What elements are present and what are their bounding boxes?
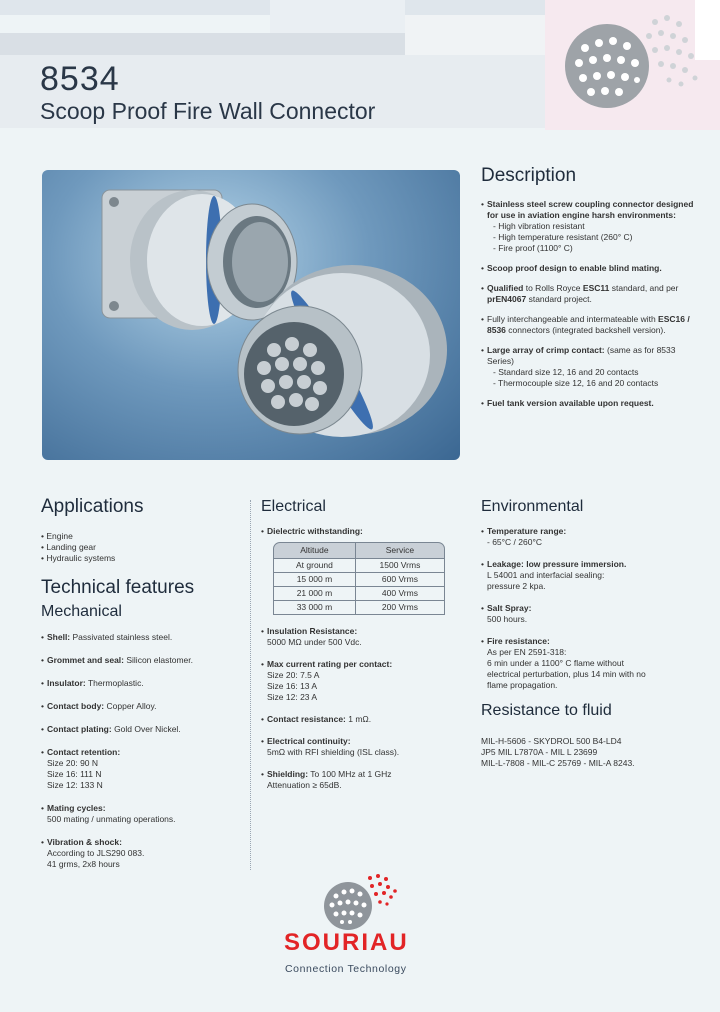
mechanical-list bbox=[41, 632, 241, 870]
technical-section bbox=[41, 577, 241, 882]
electrical-list bbox=[261, 526, 476, 791]
list-item: • Leakage: low pressure immersion. L 54001 and interfacial sealing: pressure 2 kpa. bbox=[481, 559, 696, 592]
table-row: 15 000 m 600 Vrms bbox=[273, 573, 445, 587]
description-title: Description bbox=[481, 165, 577, 186]
list-item: • Engine bbox=[41, 531, 236, 542]
environmental-title: Environmental bbox=[481, 498, 584, 515]
column-divider bbox=[250, 500, 251, 870]
table-row: 33 000 m 200 Vrms bbox=[273, 601, 445, 615]
list-item: • Temperature range: - 65°C / 260°C bbox=[481, 526, 696, 548]
list-item: • Vibration & shock: According to JLS290 083. 41 grms, 2x8 hours bbox=[41, 837, 241, 870]
product-photo bbox=[42, 170, 460, 460]
product-number: 8534 bbox=[40, 60, 120, 98]
dotted-circle-logo-icon bbox=[565, 8, 705, 128]
connector-photo-icon bbox=[42, 170, 460, 460]
list-item: • Contact resistance: 1 mΩ. bbox=[261, 714, 476, 725]
list-item: • Electrical continuity: 5mΩ with RFI shielding (ISL class). bbox=[261, 736, 476, 758]
souriau-logo-icon bbox=[320, 870, 402, 930]
list-item: • Fire resistance: As per EN 2591-318: 6 min under a 1100° C flame without electrical perturbation, plus 14 min with no flame propagation. bbox=[481, 636, 696, 691]
list-item: • Shell: Passivated stainless steel. bbox=[41, 632, 241, 643]
description-list bbox=[481, 199, 696, 409]
list-item: • Hydraulic systems bbox=[41, 553, 236, 564]
list-item: • Contact plating: Gold Over Nickel. bbox=[41, 724, 241, 735]
product-title: Scoop Proof Fire Wall Connector bbox=[40, 98, 376, 124]
list-item: • Scoop proof design to enable blind mating. bbox=[481, 263, 696, 274]
list-item: • Shielding: To 100 MHz at 1 GHz Attenuation ≥ 65dB. bbox=[261, 769, 476, 791]
dielectric-table bbox=[273, 542, 445, 615]
list-item: • Insulation Resistance: 5000 MΩ under 500 Vdc. bbox=[261, 626, 476, 648]
mechanical-title: Mechanical bbox=[41, 603, 122, 620]
list-item: • Fully interchangeable and intermateable with ESC16 / 8536 connectors (integrated backshell version). bbox=[481, 314, 696, 336]
list-item: • Fuel tank version available upon request. bbox=[481, 398, 696, 409]
electrical-title: Electrical bbox=[261, 498, 326, 515]
environmental-section bbox=[481, 498, 696, 769]
applications-list bbox=[41, 531, 236, 564]
environmental-list bbox=[481, 526, 696, 691]
table-row: 21 000 m 400 Vrms bbox=[273, 587, 445, 601]
brand-name: SOURIAU bbox=[284, 929, 409, 956]
table-row: At ground 1500 Vrms bbox=[273, 559, 445, 573]
technical-title: Technical features bbox=[41, 577, 195, 598]
list-item: • Grommet and seal: Silicon elastomer. bbox=[41, 655, 241, 666]
fluid-resistance-text: MIL-H-5606 - SKYDROL 500 B4-LD4 JP5 MIL L7870A - MIL L 23699 MIL-L-7808 - MIL-C 25769 - MIL-A 8243. bbox=[481, 736, 635, 768]
brand-tagline: Connection Technology bbox=[285, 963, 407, 975]
list-item: • Landing gear bbox=[41, 542, 236, 553]
list-item: • Max current rating per contact: Size 20: 7.5 A Size 16: 13 A Size 12: 23 A bbox=[261, 659, 476, 703]
fluid-resistance-title: Resistance to fluid bbox=[481, 702, 612, 719]
applications-section bbox=[41, 496, 236, 564]
list-item: • Dielectric withstanding: Altitude Service At ground 1500 Vrms 15 000 m 600 Vrms 21 000 m 400 Vrms 33 000 m 200 Vrms bbox=[261, 526, 476, 615]
list-item: • Insulator: Thermoplastic. bbox=[41, 678, 241, 689]
table-header: Altitude bbox=[273, 542, 356, 559]
list-item: • Contact retention: Size 20: 90 N Size 16: 111 N Size 12: 133 N bbox=[41, 747, 241, 791]
list-item: • Contact body: Copper Alloy. bbox=[41, 701, 241, 712]
applications-title: Applications bbox=[41, 496, 144, 517]
list-item: • Mating cycles: 500 mating / unmating operations. bbox=[41, 803, 241, 825]
list-item: • Salt Spray: 500 hours. bbox=[481, 603, 696, 625]
list-item: • Stainless steel screw coupling connector designed for use in aviation engine harsh environments: - High vibration resistant - High temperature resistant (260° C) - Fire proof (1100° C) bbox=[481, 199, 696, 254]
list-item: • Large array of crimp contact: (same as for 8533 Series) - Standard size 12, 16 and 20 contacts - Thermocouple size 12, 16 and 20 contacts bbox=[481, 345, 696, 389]
electrical-section bbox=[261, 498, 476, 802]
description-section bbox=[481, 165, 696, 418]
list-item: • Qualified to Rolls Royce ESC11 standard, and per prEN4067 standard project. bbox=[481, 283, 696, 305]
table-header: Service bbox=[356, 542, 445, 559]
